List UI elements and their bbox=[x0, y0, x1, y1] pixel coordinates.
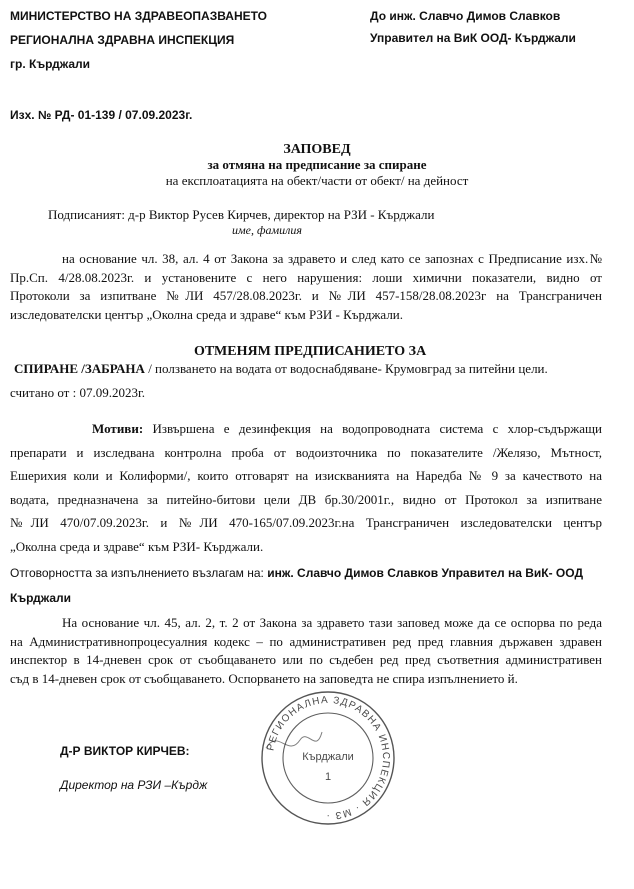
basis-line-4: изследователски център „Околна среда и здраве“ към РЗИ - Кърджали. bbox=[10, 306, 404, 322]
responsible-person: инж. Славчо Димов Славков Управител на ВиК- ООД bbox=[263, 566, 583, 580]
responsibility-text: Отговорността за изпълнението възлагам на: bbox=[10, 566, 264, 580]
appeal-line-1: На основание чл. 45, ал. 2, т. 2 от Закона за здравето тази заповед може да се оспорва по реда bbox=[62, 615, 602, 630]
appeal-paragraph bbox=[10, 614, 602, 688]
recipient-line-2: Управител на ВиК ООД- Кърджали bbox=[370, 31, 576, 45]
motives-line-5: №ЛИ 470/07.09.2023г. и №ЛИ 470-165/07.09.2023г.на Трансграничен изследователски център bbox=[10, 515, 602, 530]
appeal-line-2: на Административнопроцесуалния кодекс – по административен ред пред главния държавен здравен bbox=[10, 633, 602, 649]
appeal-line-3: инспектор в 14-дневен срок от съобщаването или по съдебен ред пред съответния административен bbox=[10, 652, 602, 667]
inspection-name: РЕГИОНАЛНА ЗДРАВНА ИНСПЕКЦИЯ bbox=[10, 33, 235, 47]
appeal-line-4: съд в 14-дневен срок от съобщаването. Оспорването на заповедта не спира изпълнението й. bbox=[10, 670, 518, 686]
order-text: / ползването на водата от водоснабдяване- Крумовград за питейни цели. bbox=[144, 361, 548, 376]
order-type: СПИРАНЕ /ЗАБРАНА bbox=[14, 361, 145, 376]
official-stamp bbox=[258, 688, 398, 828]
recipient-line-1: До инж. Славчо Димов Славков bbox=[370, 9, 561, 23]
signatory-caption: име, фамилия bbox=[232, 223, 302, 237]
signatory-line: Подписаният: д-р Виктор Русев Кирчев, директор на РЗИ - Кърджали bbox=[48, 207, 435, 222]
order-heading: ОТМЕНЯМ ПРЕДПИСАНИЕТО ЗА bbox=[194, 344, 427, 359]
motives-paragraph bbox=[10, 417, 602, 558]
motives-line-1: Мотиви: Извършена е дезинфекция на водопроводната система с хлор-съдържащи bbox=[92, 421, 602, 436]
reference-number: Изх. № РД- 01-139 / 07.09.2023г. bbox=[10, 108, 193, 122]
basis-line-1: на основание чл. 38, ал. 4 от Закона за здравето и след като се запознах с Предписание изх.№ bbox=[62, 251, 602, 266]
motives-line-6: „Околна среда и здраве“ към РЗИ- Кърджали. bbox=[10, 538, 264, 554]
effective-date: считано от : 07.09.2023г. bbox=[10, 385, 146, 400]
ministry-name: МИНИСТЕРСТВО НА ЗДРАВЕОПАЗВАНЕТО bbox=[10, 9, 267, 23]
basis-paragraph bbox=[10, 250, 602, 324]
stamp-ring-text: РЕГИОНАЛНА ЗДРАВНА ИНСПЕКЦИЯ · МЗ · bbox=[265, 694, 392, 822]
motives-line-2: препарати и изследвана контролна проба от водоизточника по показателите /Желязо, Мътност, bbox=[10, 444, 602, 460]
motives-line-3: Ешерихия коли и Колиформи/, които отговарят на изискванията на Наредба № 9 за качеството на bbox=[10, 468, 602, 483]
title-subline-1: за отмяна на предписание за спиране bbox=[207, 157, 427, 172]
signatory-name: Д-Р ВИКТОР КИРЧЕВ: bbox=[60, 744, 190, 758]
stamp-number: 1 bbox=[324, 771, 332, 783]
document-title: ЗАПОВЕД bbox=[283, 142, 351, 157]
city-name: гр. Кърджали bbox=[10, 57, 91, 71]
stamp-city: Кърджали bbox=[302, 751, 354, 763]
title-subline-2: на експлоатацията на обект/части от обект/ на дейност bbox=[165, 173, 469, 188]
responsibility-line bbox=[10, 566, 583, 580]
motives-label: Мотиви: bbox=[92, 421, 144, 436]
signatory-title: Директор на РЗИ –Кърдж bbox=[60, 778, 208, 792]
motives-line-4: водата, предназначена за питейно-битови цели ДВ бр.30/2001г., видно от Протокол за изпитване bbox=[10, 491, 602, 507]
order-line bbox=[14, 361, 548, 377]
responsibility-city: Кърджали bbox=[10, 591, 72, 605]
basis-line-2: Пр.Сп. 4/28.08.2023г. и установените с него нарушения: лоши химични показатели, видно от bbox=[10, 269, 602, 285]
basis-line-3: Протоколи за изпитване №ЛИ 457/28.08.2023г. и №ЛИ 457-158/28.08.2023г на Трансграничен bbox=[10, 288, 602, 303]
